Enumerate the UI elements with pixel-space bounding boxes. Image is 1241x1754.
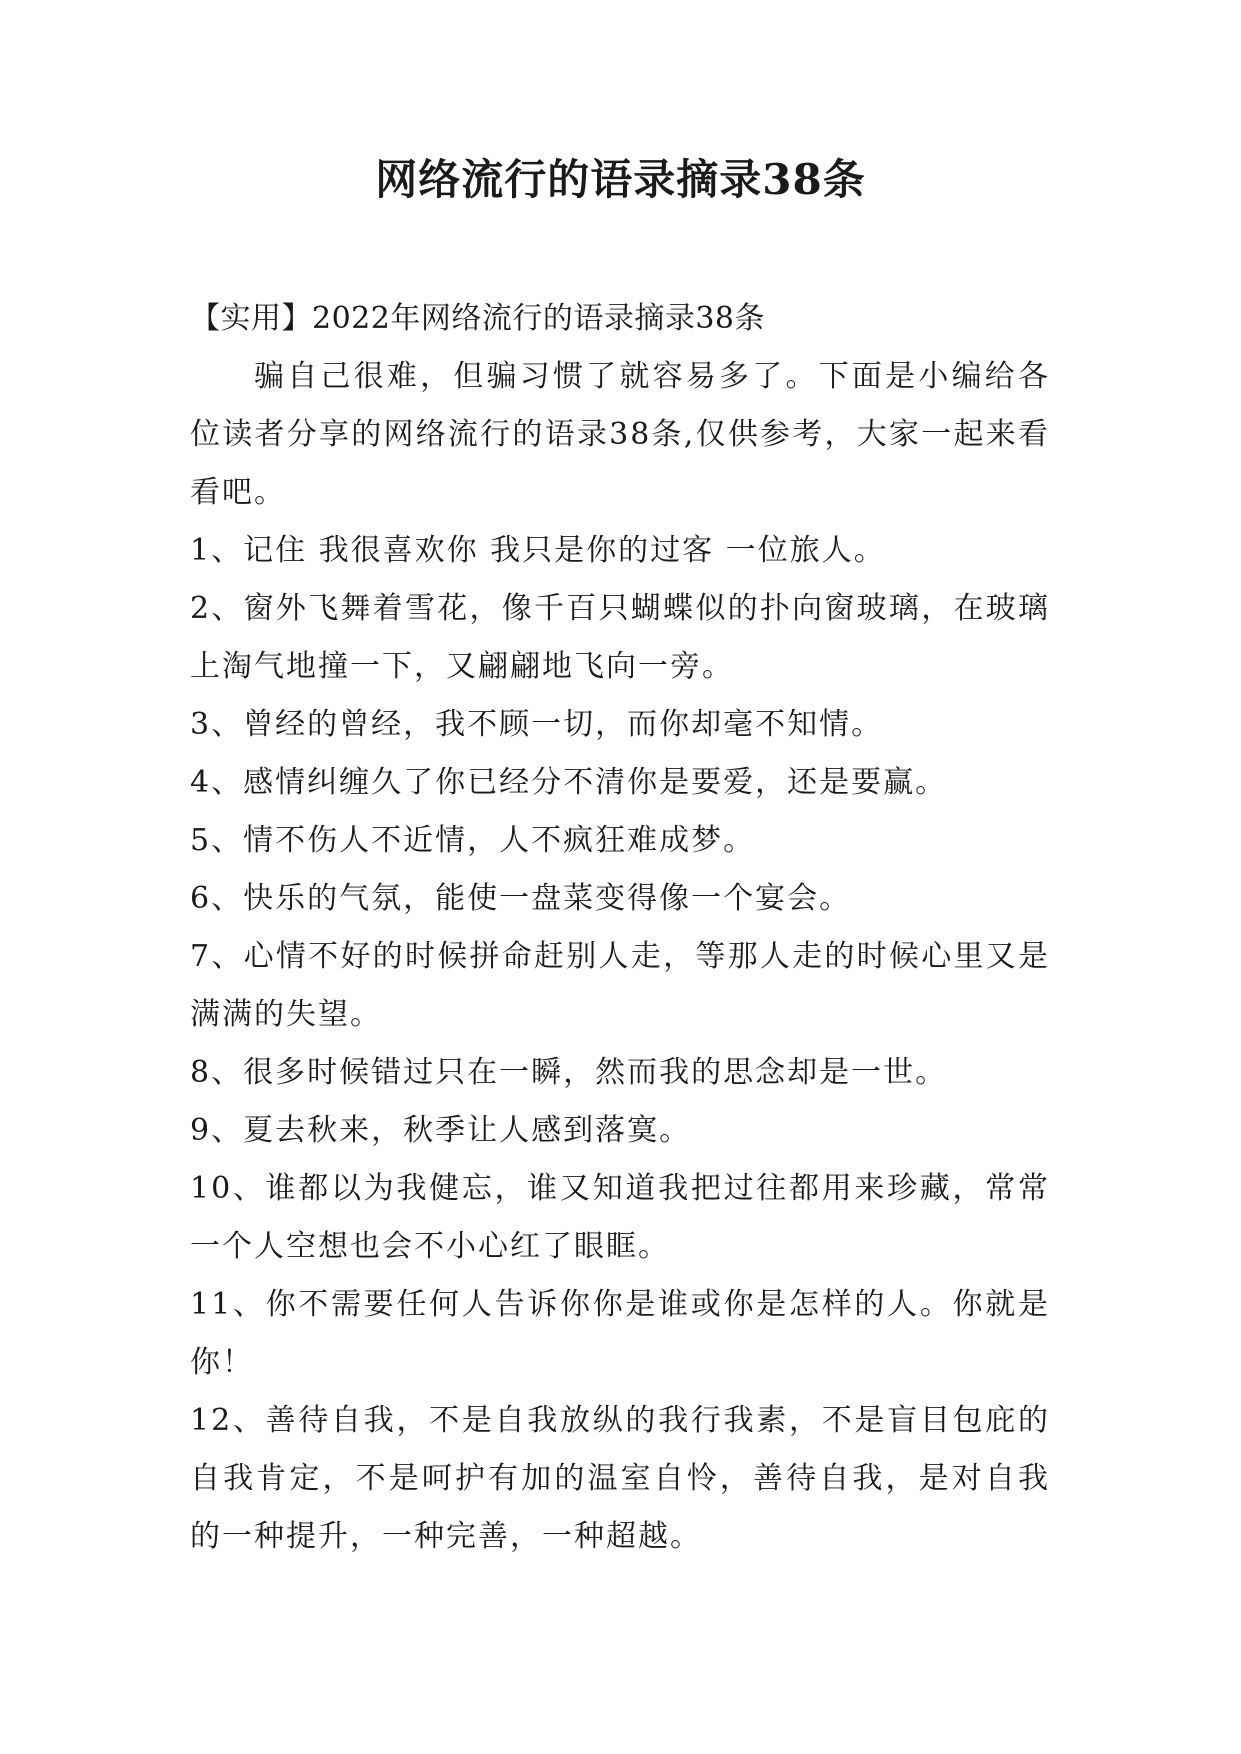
quote-item-4: 4、感情纠缠久了你已经分不清你是要爱，还是要赢。 xyxy=(190,765,948,800)
document-subtitle: 【实用】2022年网络流行的语录摘录38条 xyxy=(190,301,766,336)
quote-item-5: 5、情不伤人不近情，人不疯狂难成梦。 xyxy=(190,823,756,858)
document-title: 网络流行的语录摘录38条 xyxy=(375,155,866,204)
quote-item-12: 12、善待自我，不是自我放纵的我行我素，不是盲目包庇的自我肯定，不是呵护有加的温室自怜，善待自我，是对自我的一种提升，一种完善，一种超越。 xyxy=(190,1403,1050,1554)
quote-item-9: 9、夏去秋来，秋季让人感到落寞。 xyxy=(190,1113,692,1148)
quote-item-7: 7、心情不好的时候拼命赶别人走，等那人走的时候心里又是满满的失望。 xyxy=(190,939,1050,1032)
quote-item-6: 6、快乐的气氛，能使一盘菜变得像一个宴会。 xyxy=(190,881,852,916)
quote-item-2: 2、窗外飞舞着雪花，像千百只蝴蝶似的扑向窗玻璃，在玻璃上淘气地撞一下，又翩翩地飞向一旁。 xyxy=(190,591,1050,684)
quote-item-8: 8、很多时候错过只在一瞬，然而我的思念却是一世。 xyxy=(190,1055,948,1090)
intro-paragraph: 骗自己很难，但骗习惯了就容易多了。下面是小编给各位读者分享的网络流行的语录38条,仅供参考，大家一起来看看吧。 xyxy=(190,359,1050,510)
document-body xyxy=(190,290,1050,1566)
quote-item-11: 11、你不需要任何人告诉你你是谁或你是怎样的人。你就是你！ xyxy=(190,1287,1050,1380)
quote-item-10: 10、谁都以为我健忘，谁又知道我把过往都用来珍藏，常常一个人空想也会不小心红了眼眶。 xyxy=(190,1171,1050,1264)
quote-item-3: 3、曾经的曾经，我不顾一切，而你却毫不知情。 xyxy=(190,707,884,742)
quote-item-1: 1、记住 我很喜欢你 我只是你的过客 一位旅人。 xyxy=(190,533,886,568)
